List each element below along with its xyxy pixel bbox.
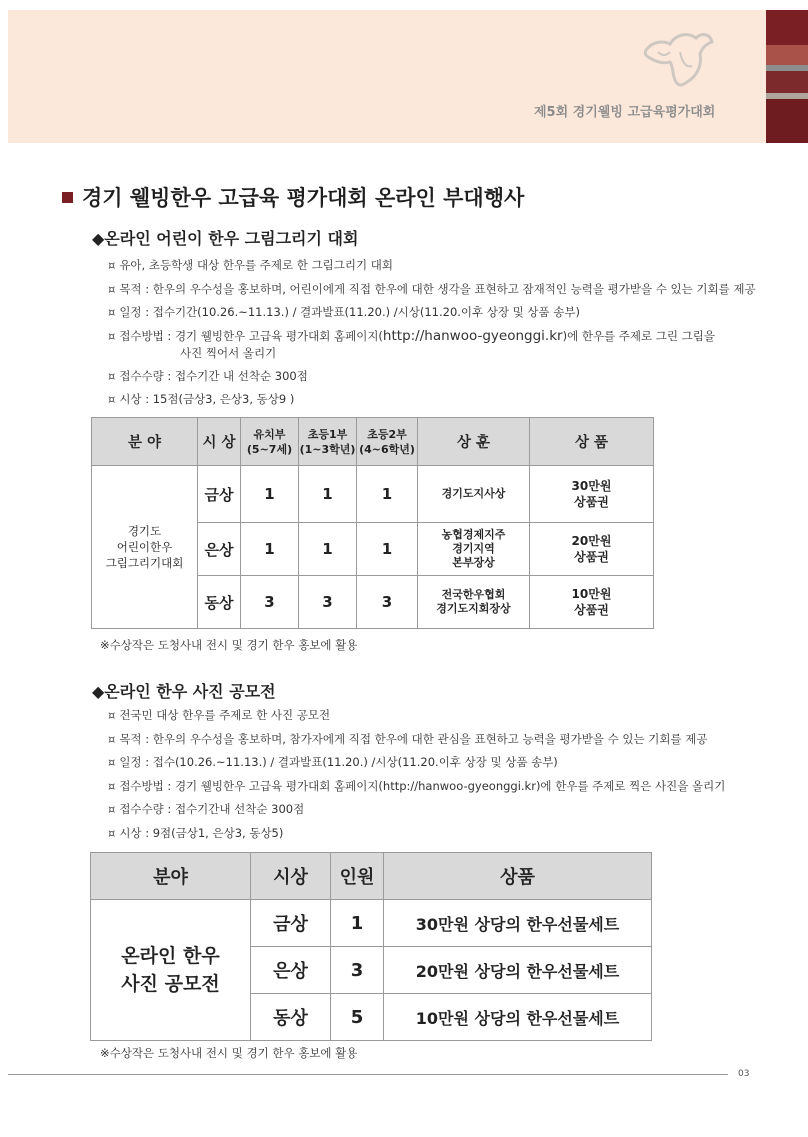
grade-cell: 은상 [251,947,331,994]
bullet-mark-icon: ¤ [108,281,116,296]
count-cell: 1 [241,523,299,576]
header-text: (5~7세) [246,442,293,456]
table-row [91,900,652,947]
prize-cell: 30만원 상당의 한우선물세트 [384,900,652,947]
photo-contest-bullets [108,707,725,848]
header-award: 시 상 [198,418,241,466]
photo-award-table [90,852,652,1041]
count-cell: 1 [299,466,357,523]
bullet-text: 일정 : 접수기간(10.26.~11.13.) / 결과발표(11.20.) /시상(11.20.이후 상장 및 상품 송부) [119,305,581,319]
bullet-text: 목적 : 한우의 우수성을 홍보하며, 어린이에게 직접 한우에 대한 생각을 표현하고 잠재적인 능력을 평가받을 수 있는 기회를 제공 [119,281,756,296]
category-text: 그림그리기대회 [105,556,184,570]
list-item [108,731,725,755]
bullet-mark-icon: ¤ [108,802,116,816]
prize-cell: 20만원 상당의 한우선물세트 [384,947,652,994]
footer-divider [8,1074,728,1075]
count-cell: 3 [241,576,299,629]
header-stripe [766,10,808,45]
count-cell: 1 [357,466,418,523]
list-item [108,801,725,825]
drawing-contest-note: ※수상작은 도청사내 전시 및 경기 한우 홍보에 활용 [100,638,358,652]
header-stripe [766,99,808,143]
count-cell: 1 [241,466,299,523]
count-cell: 3 [331,947,384,994]
prize-cell [530,523,654,576]
bullet-mark-icon: ¤ [108,305,116,319]
bullet-text: 전국민 대상 한우를 주제로 한 사진 공모전 [119,708,331,722]
table-header-row [92,418,654,466]
header-field: 분야 [91,853,251,900]
prize-cell: 10만원 상당의 한우선물세트 [384,994,652,1041]
title-text: 본부장상 [452,556,495,569]
prize-text: 상품권 [574,550,609,564]
count-cell: 3 [299,576,357,629]
grade-cell: 은상 [198,523,241,576]
bullet-text: )에 한우를 주제로 그린 그림을 [562,328,715,343]
title-text: 경기도지회장상 [436,602,511,615]
header-award: 시상 [251,853,331,900]
header-stripe [766,45,808,65]
bullet-mark-icon: ¤ [108,755,116,769]
category-text: 사진 공모전 [121,973,220,995]
title-cell [418,523,530,576]
bullet-text: 목적 : 한우의 우수성을 홍보하며, 참가자에게 직접 한우에 대한 관심을 표현하고 능력을 평가받을 수 있는 기회를 제공 [119,731,708,746]
header-text: (1~3학년) [299,442,356,456]
prize-cell [530,466,654,523]
grade-cell: 금상 [198,466,241,523]
title-text: 경기지역 [452,542,495,555]
header-field: 분 야 [92,418,198,466]
list-item [108,391,756,415]
header-prize: 상 품 [530,418,654,466]
count-cell: 1 [331,900,384,947]
title-cell [418,576,530,629]
list-item [108,707,725,731]
list-item [108,368,756,392]
cow-logo-icon [636,22,716,92]
count-cell: 1 [357,523,418,576]
header-kindergarten [241,418,299,466]
grade-cell: 동상 [251,994,331,1041]
prize-text: 상품권 [574,603,609,617]
bullet-text: 유아, 초등학생 대상 한우를 주제로 한 그림그리기 대회 [119,258,393,272]
title-text: 전국한우협회 [441,588,506,601]
bullet-mark-icon: ¤ [108,258,116,272]
header-text: 초등2부 [367,427,407,441]
header-text: 초등1부 [307,427,348,441]
table-header-row [91,853,652,900]
category-text: 어린이한우 [116,540,173,554]
bullet-mark-icon: ¤ [108,778,116,793]
drawing-contest-title: ◆온라인 어린이 한우 그림그리기 대회 [92,229,359,248]
list-item [108,281,756,305]
header-stripe [766,71,808,93]
grade-cell: 금상 [251,900,331,947]
list-item [108,825,725,849]
bullet-text: 접수방법 : 경기 웰빙한우 고급육 평가대회 홈페이지( [119,328,383,343]
header-title: 상 훈 [418,418,530,466]
bullet-text: 접수수량 : 접수기간 내 선착순 300점 [119,368,308,383]
prize-text: 30만원 [571,479,612,493]
title-cell [418,466,530,523]
title-text: 경기도지사상 [441,487,506,500]
bullet-text: 시상 : 15점(금상3, 은상3, 동상9 ) [119,392,295,406]
list-item [108,754,725,778]
bullet-text: 접수수량 : 접수기간내 선착순 300점 [119,802,305,816]
photo-contest-note: ※수상작은 도청사내 전시 및 경기 한우 홍보에 활용 [100,1046,358,1060]
prize-text: 20만원 [571,534,612,548]
photo-contest-title: ◆온라인 한우 사진 공모전 [92,682,276,701]
title-text: 농협경제지주 [441,528,506,541]
title-square-icon [62,192,73,203]
prize-text: 10만원 [571,587,612,601]
category-cell [91,900,251,1041]
event-header-title: 제5회 경기웰빙 고급육평가대회 [534,105,716,120]
bullet-text: 사진 찍어서 올리기 [180,345,277,360]
bullet-mark-icon: ¤ [108,825,116,840]
category-text: 온라인 한우 [121,945,220,967]
bullet-mark-icon: ¤ [108,368,116,383]
main-title-text: 경기 웰빙한우 고급육 평가대회 온라인 부대행사 [82,186,525,210]
homepage-url: http://hanwoo-gyeonggi.kr [382,327,563,344]
list-item [108,328,756,368]
header-elementary-high [357,418,418,466]
bullet-text: 일정 : 접수(10.26.~11.13.) / 결과발표(11.20.) /시상(11.20.이후 상장 및 상품 송부) [119,755,558,769]
page-number: 03 [738,1069,750,1079]
drawing-contest-bullets [108,257,756,415]
drawing-award-table [91,417,654,629]
header-count: 인원 [331,853,384,900]
count-cell: 5 [331,994,384,1041]
bullet-text: 시상 : 9점(금상1, 은상3, 동상5) [119,825,284,840]
count-cell: 1 [299,523,357,576]
bullet-mark-icon: ¤ [108,731,116,746]
bullet-mark-icon: ¤ [108,328,116,343]
header-elementary-low [299,418,357,466]
list-item [108,257,756,281]
grade-cell: 동상 [198,576,241,629]
table-row [92,466,654,523]
count-cell: 3 [357,576,418,629]
list-item [108,304,756,328]
category-cell [92,466,198,629]
bullet-mark-icon: ¤ [108,392,116,406]
list-item [108,778,725,802]
header-text: 유치부 [253,427,286,441]
main-title [62,182,524,212]
bullet-text: 접수방법 : 경기 웰빙한우 고급육 평가대회 홈페이지(http://hanwoo-gyeonggi.kr)에 한우를 주제로 찍은 사진을 올리기 [119,778,726,793]
bullet-mark-icon: ¤ [108,708,116,722]
prize-text: 상품권 [574,495,609,509]
category-text: 경기도 [127,524,162,538]
header-text: (4~6학년) [359,442,415,456]
header-prize: 상품 [384,853,652,900]
prize-cell [530,576,654,629]
